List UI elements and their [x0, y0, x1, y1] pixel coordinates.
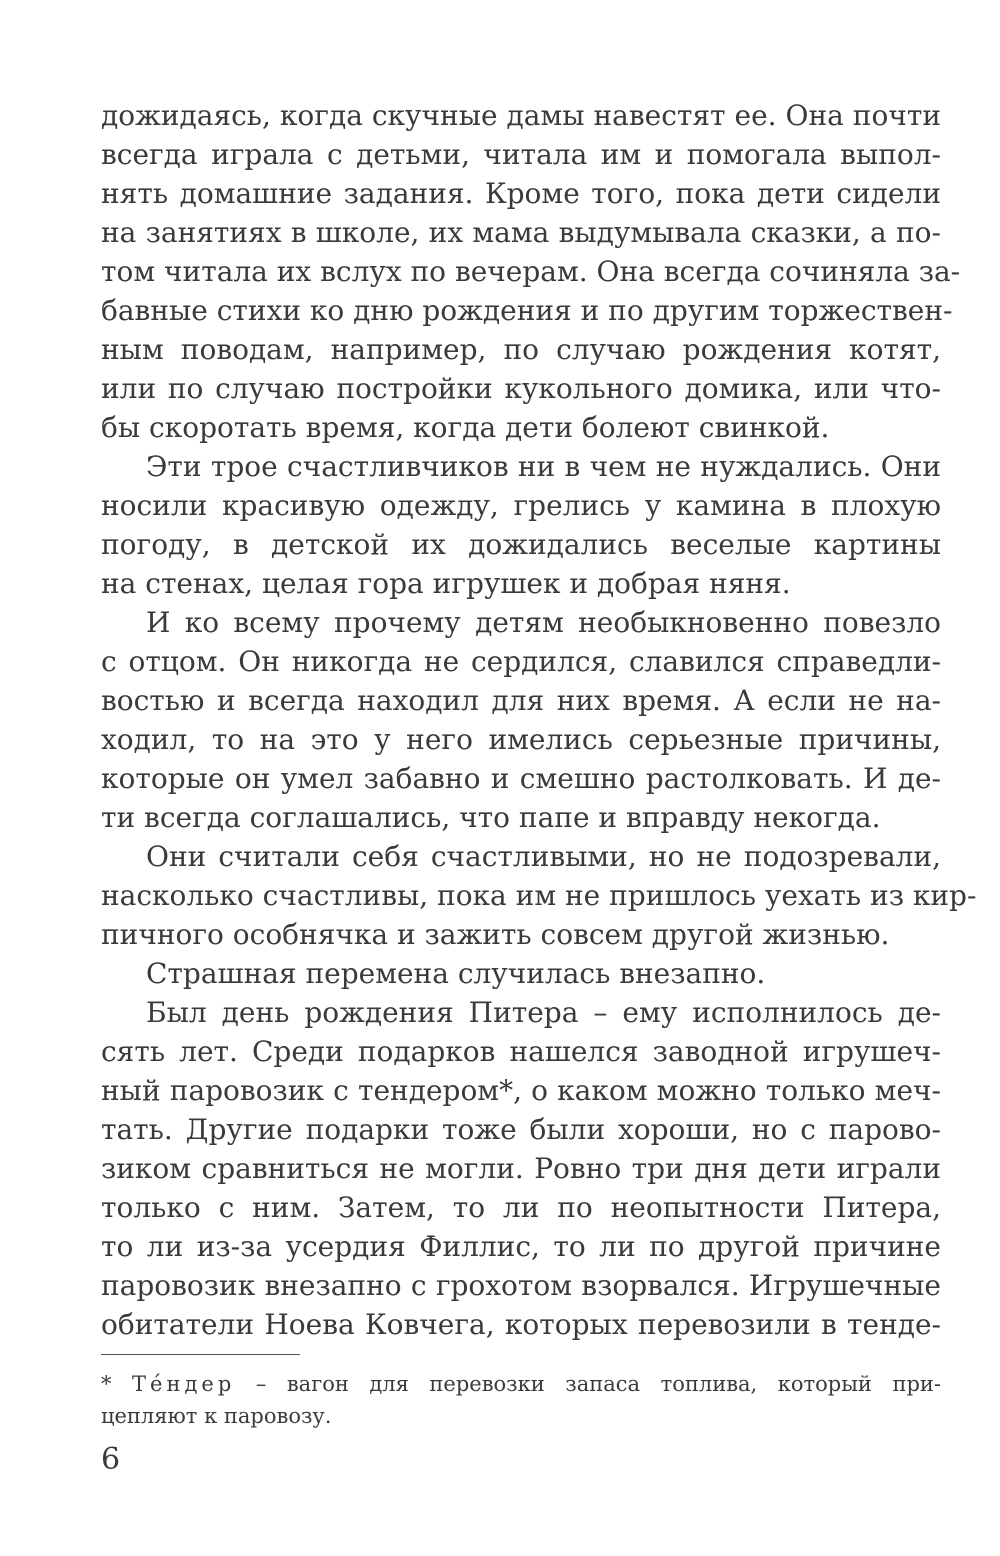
text-line: обитатели Ноева Ковчега, которых перевозили в тенде- — [101, 1308, 941, 1341]
text-line: дожидаясь, когда скучные дамы навестят ее. Она почти — [101, 99, 941, 132]
text-line: то ли из-за усердия Филлис, то ли по другой причине — [101, 1230, 941, 1263]
text-line: насколько счастливы, пока им не пришлось уехать из кир- — [101, 879, 977, 912]
footnote-definition: – вагон для перевозки запаса топлива, который при- — [235, 1372, 941, 1396]
footnote-separator — [101, 1354, 300, 1355]
text-line: ходил, то на это у него имелись серьезные причины, — [101, 723, 941, 756]
text-line: паровозик внезапно с грохотом взорвался. Игрушечные — [101, 1269, 941, 1302]
text-line: нять домашние задания. Кроме того, пока дети сидели — [101, 177, 941, 210]
text-line: бавные стихи ко дню рождения и по другим торжествен- — [101, 294, 953, 327]
footnote-term: Те́ндер — [132, 1372, 236, 1396]
text-line: всегда играла с детьми, читала им и помогала выпол- — [101, 138, 941, 171]
text-line: тать. Другие подарки тоже были хороши, но с парово- — [101, 1113, 941, 1146]
footnote-marker: * — [101, 1372, 133, 1396]
paragraph-first-line: Страшная перемена случилась внезапно. — [146, 957, 766, 990]
text-line: носили красивую одежду, грелись у камина в плохую — [101, 489, 941, 522]
paragraph-first-line: Был день рождения Питера – ему исполнилось де- — [146, 996, 941, 1029]
paragraph-first-line: Эти трое счастливчиков ни в чем не нуждались. Они — [146, 450, 941, 483]
text-line: с отцом. Он никогда не сердился, славился справедли- — [101, 645, 941, 678]
text-line: том читала их вслух по вечерам. Она всегда сочиняла за- — [101, 255, 961, 288]
paragraph-first-line: И ко всему прочему детям необыкновенно повезло — [146, 606, 941, 639]
footnote-line — [101, 1370, 941, 1398]
text-line: бы скоротать время, когда дети болеют свинкой. — [101, 411, 830, 444]
text-line: пичного особнячка и зажить совсем другой жизнью. — [101, 918, 890, 951]
paragraph-first-line: Они считали себя счастливыми, но не подозревали, — [146, 840, 941, 873]
page-number: 6 — [101, 1442, 121, 1477]
footnote-line: цепляют к паровозу. — [101, 1404, 332, 1428]
text-line: только с ним. Затем, то ли по неопытности Питера, — [101, 1191, 941, 1224]
text-line: погоду, в детской их дожидались веселые картины — [101, 528, 941, 561]
text-line: на занятиях в школе, их мама выдумывала сказки, а по- — [101, 216, 941, 249]
text-line: востью и всегда находил для них время. А если не на- — [101, 684, 941, 717]
text-line: или по случаю постройки кукольного домика, или что- — [101, 372, 941, 405]
text-line: зиком сравниться не могли. Ровно три дня дети играли — [101, 1152, 941, 1185]
text-line: ти всегда соглашались, что папе и вправду некогда. — [101, 801, 881, 834]
text-line: которые он умел забавно и смешно растолковать. И де- — [101, 762, 941, 795]
text-line: сять лет. Среди подарков нашелся заводной игрушеч- — [101, 1035, 941, 1068]
text-line: ным поводам, например, по случаю рождения котят, — [101, 333, 941, 366]
text-line: ный паровозик с тендером*, о каком можно только меч- — [101, 1074, 941, 1107]
text-line: на стенах, целая гора игрушек и добрая няня. — [101, 567, 791, 600]
